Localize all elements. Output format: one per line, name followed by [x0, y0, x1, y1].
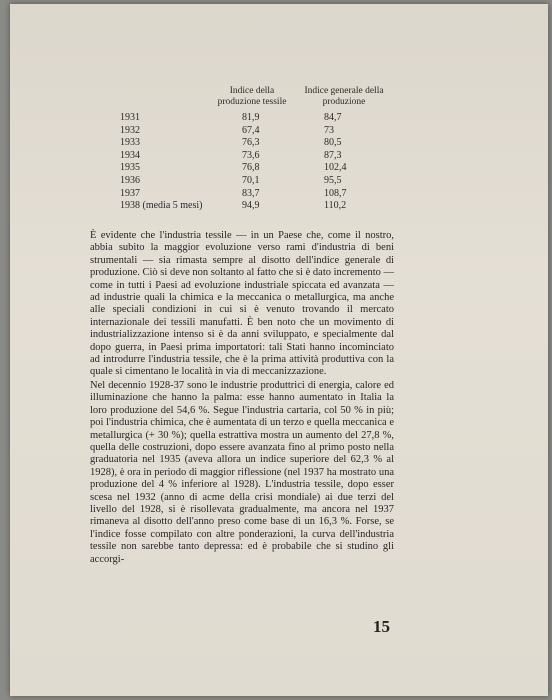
book-page: [10, 4, 548, 696]
table-row: [114, 125, 394, 138]
textile-index-cell: 67,4: [242, 124, 260, 136]
table-row: [114, 175, 394, 188]
textile-index-cell: 94,9: [242, 200, 260, 212]
general-index-cell: 80,5: [324, 137, 342, 149]
year-cell: 1931: [120, 112, 140, 123]
textile-index-cell: 81,9: [242, 112, 260, 123]
year-cell: 1934: [120, 149, 140, 161]
table-header: [114, 86, 394, 112]
general-index-cell: 73: [324, 124, 334, 136]
table-row: [114, 137, 394, 150]
table-body: [114, 112, 394, 213]
general-index-cell: 84,7: [324, 112, 342, 123]
general-index-cell: 110,2: [324, 200, 347, 212]
table-row: [114, 150, 394, 163]
paragraph: È evidente che l'industria tessile — in un Paese che, come il nostro, abbia subito la maggior evoluzione verso rami d'industria di beni strumentali — sia rimasta sempre al disotto dell'indice generale di produzione. Ciò si deve non soltanto al fatto che si è dato incremento — come in tutti i Paesi ad evoluzione industriale spiccata ed avanzata — ad industrie quali la chimica e la meccanica o metallurgica, ma anche alle speciali condizioni in cui si è venuto trovando il mercato internazionale dei tessili manufatti. È ben noto che un movimento di industrializzazione intenso si è da anni sviluppato, e specialmente dal dopo guerra, in Paesi prima importatori: tali Stati hanno incominciato ad introdurre l'industria tessile, che è la prima attività produttiva con la quale si cimentano le località in via di meccanizzazione.: [90, 230, 394, 378]
textile-index-cell: 76,8: [242, 162, 260, 174]
table-row: [114, 112, 394, 125]
textile-index-cell: 70,1: [242, 174, 260, 186]
column-header-textile: Indice della produzione tessile: [217, 86, 287, 107]
textile-index-cell: 76,3: [242, 137, 260, 149]
year-cell: 1936: [120, 174, 140, 186]
body-text: [90, 230, 394, 566]
table-row: [114, 162, 394, 175]
table-row: [114, 200, 394, 213]
year-cell: 1932: [120, 124, 140, 136]
column-header-general: Indice generale della produzione: [304, 86, 384, 107]
textile-index-cell: 73,6: [242, 149, 260, 161]
page-number: 15: [373, 617, 390, 636]
textile-index-cell: 83,7: [242, 187, 260, 199]
table-row: [114, 188, 394, 201]
year-cell: 1933: [120, 137, 140, 149]
general-index-cell: 108,7: [324, 187, 347, 199]
paragraph: Nel decennio 1928-37 sono le industrie produttrici di energia, calore ed illuminazione che hanno la palma: esse hanno aumentato in Italia la loro produzione del 54,6 %. Segue l'industria cartaria, col 50 % in più; poi l'industria chimica, che è aumentata di un terzo e quella meccanica e metallurgica (+ 30 %); quella estrattiva mostra un aumento del 27,8 %, quella delle costruzioni, dopo essere avanzata fino al primo posto nella graduatoria nel 1935 (aveva allora un indice superiore del 62,3 % al 1928), è ora in periodo di maggior riflessione (nel 1937 ha mostrato una produzione del 4 % inferiore al 1928). L'industria tessile, dopo esser scesa nel 1932 (anno di acme della crisi mondiale) ai due terzi del livello del 1928, si è risollevata gradualmente, ma ancora nel 1937 rimaneva al disotto dell'anno preso come base di un 16,3 %. Forse, se l'indice fosse compilato con altre ponderazioni, la curva dell'industria tessile non sarebbe tanto depressa: ed è probabile che si studino gli accorgi-: [90, 379, 394, 565]
year-cell: 1937: [120, 187, 140, 199]
general-index-cell: 102,4: [324, 162, 347, 174]
year-cell: 1935: [120, 162, 140, 174]
general-index-cell: 95,5: [324, 174, 342, 186]
production-index-table: [114, 86, 394, 213]
general-index-cell: 87,3: [324, 149, 342, 161]
year-cell: 1938 (media 5 mesi): [120, 200, 203, 212]
